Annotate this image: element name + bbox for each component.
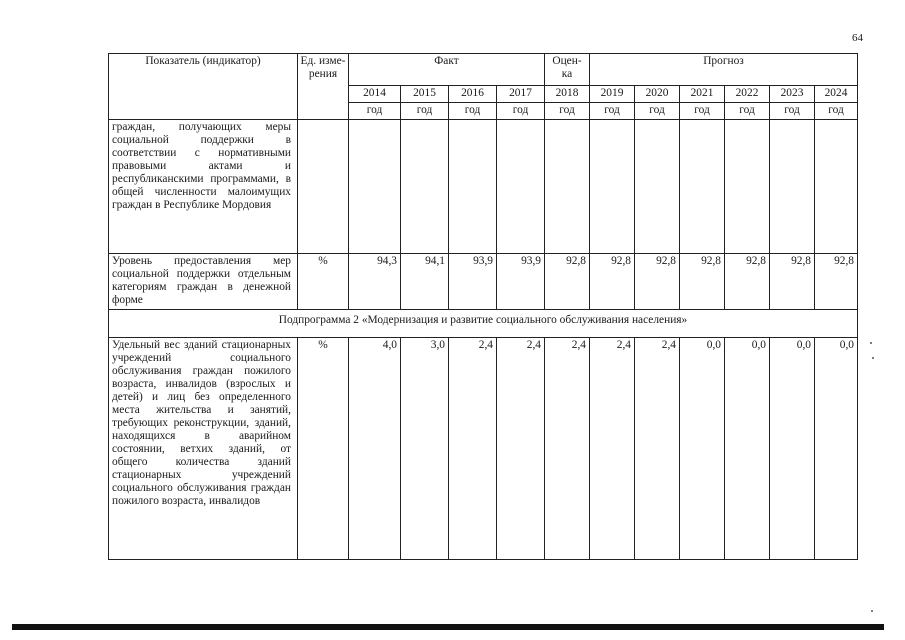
indicator-table <box>108 53 858 560</box>
table-row <box>109 254 858 310</box>
value-cell: 92,8 <box>590 254 635 310</box>
year-header <box>349 86 401 120</box>
value-cell: 92,8 <box>815 254 858 310</box>
indicator-cell: Удельный вес зданий стационарных учреждений социального обслуживания граждан пожилого возраста, инвалидов (взрослых и детей) и лиц без определенного места жительства и занятий, требующих реконструкции, зданий, находящихся в аварийном состоянии, ветхих зданий, от общего количества зданий стационарных учреждений социального обслуживания граждан пожилого возраста, инвалидов <box>109 338 298 560</box>
year-label: 2017 <box>497 86 544 103</box>
year-suffix: год <box>649 104 665 116</box>
unit-cell <box>298 120 349 254</box>
year-header <box>635 86 680 120</box>
value-cell: 94,3 <box>349 254 401 310</box>
header-unit: Ед. изме- рения <box>298 54 349 120</box>
value-cell: 93,9 <box>497 254 545 310</box>
value-cell <box>401 120 449 254</box>
scan-speck <box>871 610 873 612</box>
subprogram-row <box>109 310 858 338</box>
value-cell <box>497 120 545 254</box>
scan-speck <box>870 342 872 344</box>
value-cell <box>590 120 635 254</box>
value-cell: 0,0 <box>815 338 858 560</box>
value-cell: 92,8 <box>725 254 770 310</box>
value-cell: 2,4 <box>590 338 635 560</box>
header-fact: Факт <box>349 54 545 86</box>
value-cell: 0,0 <box>770 338 815 560</box>
year-suffix: год <box>512 104 529 116</box>
year-label: 2022 <box>725 86 769 103</box>
header-forecast: Прогноз <box>590 54 858 86</box>
value-cell <box>680 120 725 254</box>
year-label: 2020 <box>635 86 679 103</box>
value-cell: 2,4 <box>545 338 590 560</box>
year-header <box>401 86 449 120</box>
year-header <box>590 86 635 120</box>
value-cell <box>770 120 815 254</box>
value-cell: 92,8 <box>545 254 590 310</box>
unit-cell: % <box>298 338 349 560</box>
year-header <box>497 86 545 120</box>
subprogram-title: Подпрограмма 2 «Модернизация и развитие социального обслуживания населения» <box>109 310 858 338</box>
value-cell: 92,8 <box>635 254 680 310</box>
year-suffix: год <box>416 104 433 116</box>
value-cell: 93,9 <box>449 254 497 310</box>
page-number: 64 <box>852 32 863 44</box>
value-cell: 2,4 <box>635 338 680 560</box>
year-header <box>770 86 815 120</box>
indicator-cell: Уровень предоставления мер социальной поддержки отдельным категориям граждан в денежной форме <box>109 254 298 310</box>
value-cell: 92,8 <box>770 254 815 310</box>
year-header <box>725 86 770 120</box>
year-suffix: год <box>366 104 383 116</box>
year-label: 2016 <box>449 86 496 103</box>
header-indicator: Показатель (индикатор) <box>109 54 298 120</box>
value-cell: 94,1 <box>401 254 449 310</box>
year-suffix: год <box>739 104 755 116</box>
year-label: 2021 <box>680 86 724 103</box>
value-cell: 2,4 <box>449 338 497 560</box>
unit-cell: % <box>298 254 349 310</box>
year-suffix: год <box>604 104 620 116</box>
year-suffix: год <box>828 104 844 116</box>
scan-border <box>12 624 884 630</box>
year-header <box>815 86 858 120</box>
year-suffix: год <box>464 104 481 116</box>
table-row <box>109 338 858 560</box>
value-cell: 3,0 <box>401 338 449 560</box>
value-cell: 92,8 <box>680 254 725 310</box>
value-cell <box>725 120 770 254</box>
header-estimate: Оцен- ка <box>545 54 590 86</box>
year-suffix: год <box>784 104 800 116</box>
value-cell <box>545 120 590 254</box>
value-cell: 2,4 <box>497 338 545 560</box>
scan-speck <box>872 357 874 359</box>
year-header <box>545 86 590 120</box>
value-cell: 4,0 <box>349 338 401 560</box>
value-cell <box>815 120 858 254</box>
year-suffix: год <box>694 104 710 116</box>
value-cell: 0,0 <box>725 338 770 560</box>
year-suffix: год <box>559 104 575 116</box>
year-label: 2018 <box>545 86 589 103</box>
year-label: 2014 <box>349 86 400 103</box>
year-label: 2023 <box>770 86 814 103</box>
year-label: 2015 <box>401 86 448 103</box>
value-cell <box>349 120 401 254</box>
value-cell <box>635 120 680 254</box>
year-label: 2024 <box>815 86 857 103</box>
year-label: 2019 <box>590 86 634 103</box>
value-cell: 0,0 <box>680 338 725 560</box>
year-header <box>680 86 725 120</box>
indicator-cell: граждан, получающих меры социальной поддержки в соответствии с нормативными правовыми актами и республиканскими программами, в общей численности малоимущих граждан в Республике Мордовия <box>109 120 298 254</box>
value-cell <box>449 120 497 254</box>
table-row <box>109 120 858 254</box>
year-header <box>449 86 497 120</box>
